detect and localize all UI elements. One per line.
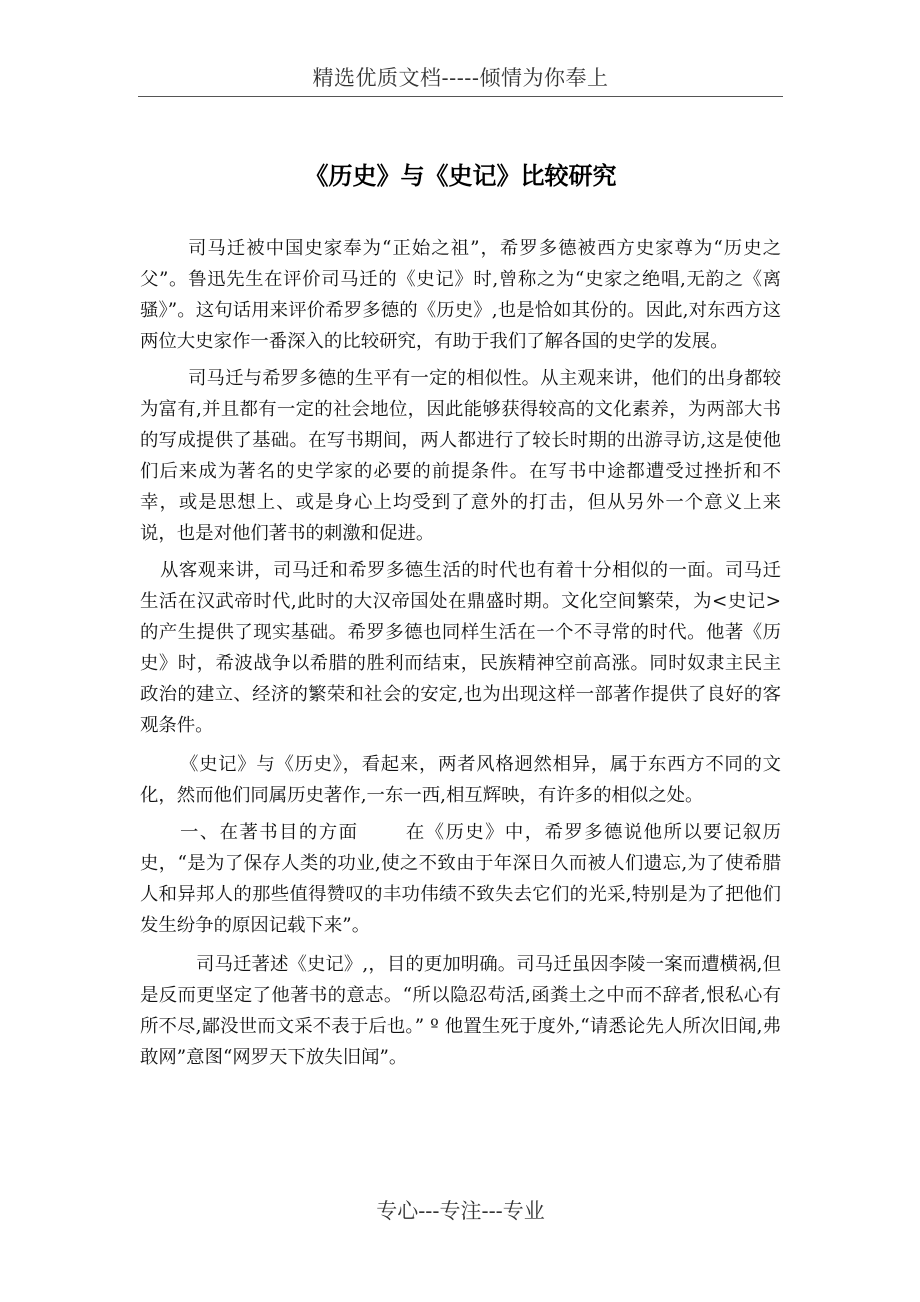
document-title: 《历史》与《史记》比较研究 <box>304 161 617 190</box>
page-footer: 专心---专注---专业 <box>376 1199 545 1223</box>
header-divider <box>138 96 783 97</box>
paragraph-5-text: 在《历史》中，希罗多德说他所以要记叙历史，“是为了保存人类的功业,使之不致由于年深日久而被人们遗忘,为了使希腊人和异邦人的那些值得赞叹的丰功伟绩不致失去它们的光采,特别是为了把他们发生纷争的原因记载下来”。 <box>140 822 781 936</box>
paragraph-5 <box>140 817 781 941</box>
page-header: 精选优质文档-----倾情为你奉上 <box>312 66 609 90</box>
paragraph-1: 司马迁被中国史家奉为“正始之祖”，希罗多德被西方史家尊为“历史之父”。鲁迅先生在评价司马迁的《史记》时,曾称之为“史家之绝唱,无韵之《离骚》”。这句话用来评价希罗多德的《历史》,也是恰如其份的。因此,对东西方这两位大史家作一番深入的比较研究，有助于我们了解各国的史学的发展。 <box>140 238 781 352</box>
paragraph-6: 司马迁著述《史记》,，目的更加明确。司马迁虽因李陵一案而遭横祸,但是反而更坚定了他著书的意志。“所以隐忍苟活,函粪土之中而不辞者,恨私心有所不尽,鄙没世而文采不表于后也。” º 他置生死于度外,“请悉论先人所次旧闻,弗敢网”意图“网罗天下放失旧闻”。 <box>140 954 781 1068</box>
document-body <box>140 233 781 1073</box>
section-heading: 一、在著书目的方面 <box>180 822 359 843</box>
paragraph-2: 司马迁与希罗多德的生平有一定的相似性。从主观来讲，他们的出身都较为富有,并且都有一定的社会地位，因此能够获得较高的文化素养，为两部大书的写成提供了基础。在写书期间，两人都进行了较长时期的出游寻访,这是使他们后来成为著名的史学家的必要的前提条件。在写书中途都遭受过挫折和不幸，或是思想上、或是身心上均受到了意外的打击，但从另外一个意义上来说，也是对他们著书的刺激和促进。 <box>140 368 781 544</box>
paragraph-3: 从客观来讲，司马迁和希罗多德生活的时代也有着十分相似的一面。司马迁生活在汉武帝时代,此时的大汉帝国处在鼎盛时期。文化空间繁荣，为<史记>的产生提供了现实基础。希罗多德也同样生活在一个不寻常的时代。他著《历史》时，希波战争以希腊的胜利而结束，民族精神空前高涨。同时奴隶主民主政治的建立、经济的繁荣和社会的安定,也为出现这样一部著作提供了良好的客观条件。 <box>140 560 781 736</box>
paragraph-4: 《史记》与《历史》，看起来，两者风格迥然相异，属于东西方不同的文化，然而他们同属历史著作,一东一西,相互辉映，有许多的相似之处。 <box>140 754 781 806</box>
